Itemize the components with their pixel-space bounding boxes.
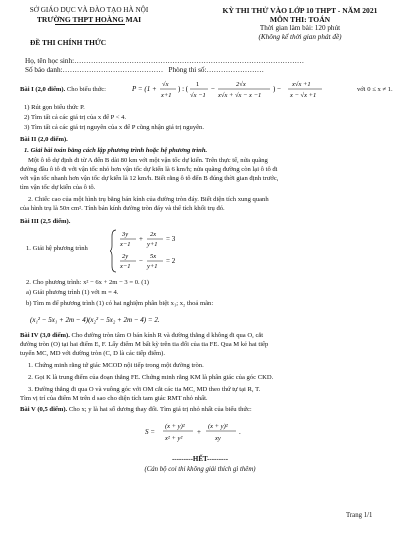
bai3-condition-formula [30, 310, 260, 328]
svg-text:) −: ) − [273, 85, 282, 93]
exam-title: KỲ THI THỬ VÀO LỚP 10 THPT - NĂM 2021 [222, 6, 378, 15]
header-right [210, 6, 390, 42]
student-id-field: Số báo danh:…………………………………… Phòng thi số:…………………… [25, 66, 264, 74]
bai1-condition: với 0 ≤ x ≠ 1. [357, 86, 393, 93]
bai1-q1: 1) Rút gọn biểu thức P. [24, 104, 85, 111]
svg-text:(x₁² − 5x₁ + 2m − 4)(x₂² − 5x₂: (x₁² − 5x₁ + 2m − 4)(x₂² − 5x₂ + 2m − 4) = 2. [30, 316, 160, 324]
svg-text:.: . [239, 428, 241, 436]
bai4-heading: Bài IV (3,0 điểm). [20, 332, 70, 339]
bai3-q2: 2. Cho phương trình: x² − 6x + 2m − 3 = 0. (1) [26, 279, 149, 286]
bai3-q2a: a) Giải phương trình (1) với m = 4. [26, 289, 119, 296]
bai4-line2: đường tròn (O) tại hai điểm E, F. Lấy điểm M bất kỳ trên tia đối của tia FE. Qua M kẻ hai tiếp [20, 341, 269, 348]
header-left [14, 6, 164, 24]
subject-title: MÔN THI: TOÁN [269, 15, 331, 24]
bai2-q2-line2: của hình trụ là 50π cm². Tính bán kính đường tròn đáy và thể tích khối trụ đó. [20, 205, 225, 212]
bai3-q2b: b) Tìm m để phương trình (1) có hai nghiệm phân biệt x₁; x₂ thoả mãn: [26, 300, 214, 307]
svg-text:S =: S = [145, 428, 155, 436]
svg-text:x√x + √x − x −1: x√x + √x − x −1 [218, 92, 262, 99]
svg-text:−: − [211, 85, 215, 93]
bai1-q2: 2) Tìm tất cả các giá trị của x để P < 4. [24, 114, 127, 121]
svg-text:xy: xy [215, 435, 221, 442]
svg-text:2√x: 2√x [236, 81, 246, 88]
bai5-heading: Bài V (0,5 điểm). [20, 406, 68, 413]
svg-text:x−1: x−1 [120, 263, 131, 270]
header-underline [55, 24, 125, 25]
svg-text:x² + y²: x² + y² [165, 435, 183, 442]
svg-text:+: + [197, 428, 201, 436]
school-name: TRƯỜNG THPT HOÀNG MAI [36, 15, 142, 24]
proctor-note: (Cán bộ coi thi không giải thích gì thêm) [144, 466, 256, 473]
time-limit: Thời gian làm bài: 120 phút [259, 24, 341, 32]
svg-text:√x −1: √x −1 [190, 92, 206, 99]
svg-text:+: + [139, 235, 143, 243]
bai4-q2: 2. Gọi K là trung điểm của đoạn thẳng FE. Chứng minh rằng KM là phân giác của góc CKD. [28, 374, 274, 381]
svg-text:x√x +1: x√x +1 [292, 81, 311, 88]
svg-text:3y: 3y [122, 231, 129, 238]
bai1-q3: 3) Tìm tất cả các giá trị nguyên của x để P cũng nhận giá trị nguyên. [24, 124, 204, 131]
bai5-intro [20, 406, 392, 414]
svg-text:) : (: ) : ( [178, 85, 189, 93]
time-note: (Không kể thời gian phát đề) [258, 33, 342, 41]
bai2-q2-line1: 2. Chiếc cao của một hình trụ bằng bán kính của đường tròn đáy. Biết diện tích xung quanh [28, 196, 269, 203]
svg-text:P = (1 +: P = (1 + [132, 85, 157, 93]
bai4-q1: 1. Chứng minh rằng tứ giác MCOD nội tiếp trong một đường tròn. [28, 362, 204, 369]
bai2-q1-line1: Một ô tô dự định đi từ A đến B dài 80 km với một vận tốc dự kiến. Trên thực tế, nửa quãng [28, 157, 268, 164]
end-marker: ---------HẾT--------- [171, 455, 229, 463]
svg-text:x+1: x+1 [161, 92, 172, 99]
svg-text:x − √x +1: x − √x +1 [290, 92, 317, 99]
bai2-q1-title: 1. Giải bài toán bằng cách lập phương trình hoặc hệ phương trình. [24, 147, 208, 154]
svg-text:√x: √x [162, 81, 169, 88]
bai2-q1-line3: với vận tốc nhanh hơn vận tốc dự kiến là 12 km/h. Biết rằng ô tô đến B đúng thời gian định trước, [20, 175, 279, 182]
svg-text:(x + y)²: (x + y)² [208, 423, 228, 430]
svg-text:2y: 2y [122, 253, 129, 260]
svg-text:x−1: x−1 [120, 241, 131, 248]
svg-text:5x: 5x [150, 253, 157, 260]
bai4-intro [20, 332, 392, 340]
svg-text:1: 1 [196, 81, 200, 88]
bai1-formula [132, 78, 362, 102]
official-label: ĐỀ THI CHÍNH THỨC [30, 38, 107, 47]
svg-text:2x: 2x [150, 231, 157, 238]
bai2-heading: Bài II (2,0 điểm). [20, 136, 68, 143]
bai2-q1-line2: đường đầu ô tô đi với vận tốc nhỏ hơn vận tốc dự kiến là 6 km/h; nửa quãng đường còn lại ô tô đi [20, 166, 278, 173]
svg-text:(x + y)²: (x + y)² [165, 423, 185, 430]
student-name-field: Họ, tên học sinh:…………………………………………………………………………………… [25, 57, 305, 65]
department-name: SỞ GIÁO DỤC VÀ ĐÀO TẠO HÀ NỘI [29, 6, 149, 14]
bai3-system [110, 228, 220, 274]
svg-text:y+1: y+1 [147, 241, 158, 248]
svg-text:y+1: y+1 [147, 263, 158, 270]
svg-text:−: − [139, 257, 143, 265]
bai3-q1: 1. Giải hệ phương trình [26, 245, 88, 252]
bai4-q3-line1: 3. Đường thẳng đi qua O và vuông góc với OM cắt các tia MC, MD theo thứ tự tại R, T. [28, 386, 261, 393]
svg-text:= 2: = 2 [166, 257, 176, 265]
bai1-heading: Bài I (2,0 điểm). [20, 86, 66, 93]
bai2-q1-line4: tìm vận tốc dự kiến của ô tô. [20, 184, 96, 191]
bai5-line1: Cho x; y là hai số dương thay đổi. Tìm giá trị nhỏ nhất của biểu thức: [68, 406, 252, 413]
bai5-formula [145, 418, 265, 448]
bai3-heading: Bài III (2,5 điểm). [20, 218, 71, 225]
bai1-lead: Cho biểu thức: [66, 86, 107, 93]
page-number: Trang 1/1 [346, 512, 373, 519]
bai4-q3-line2: Tìm vị trí của điểm M trên d sao cho diện tích tam giác RMT nhỏ nhất. [20, 395, 208, 402]
bai4-line1: Cho đường tròn tâm O bán kính R và đường thẳng d không đi qua O, cắt [71, 332, 264, 339]
svg-text:= 3: = 3 [166, 235, 176, 243]
bai4-line3: tuyến MC, MD với đường tròn (C, D là các tiếp điểm). [20, 350, 165, 357]
